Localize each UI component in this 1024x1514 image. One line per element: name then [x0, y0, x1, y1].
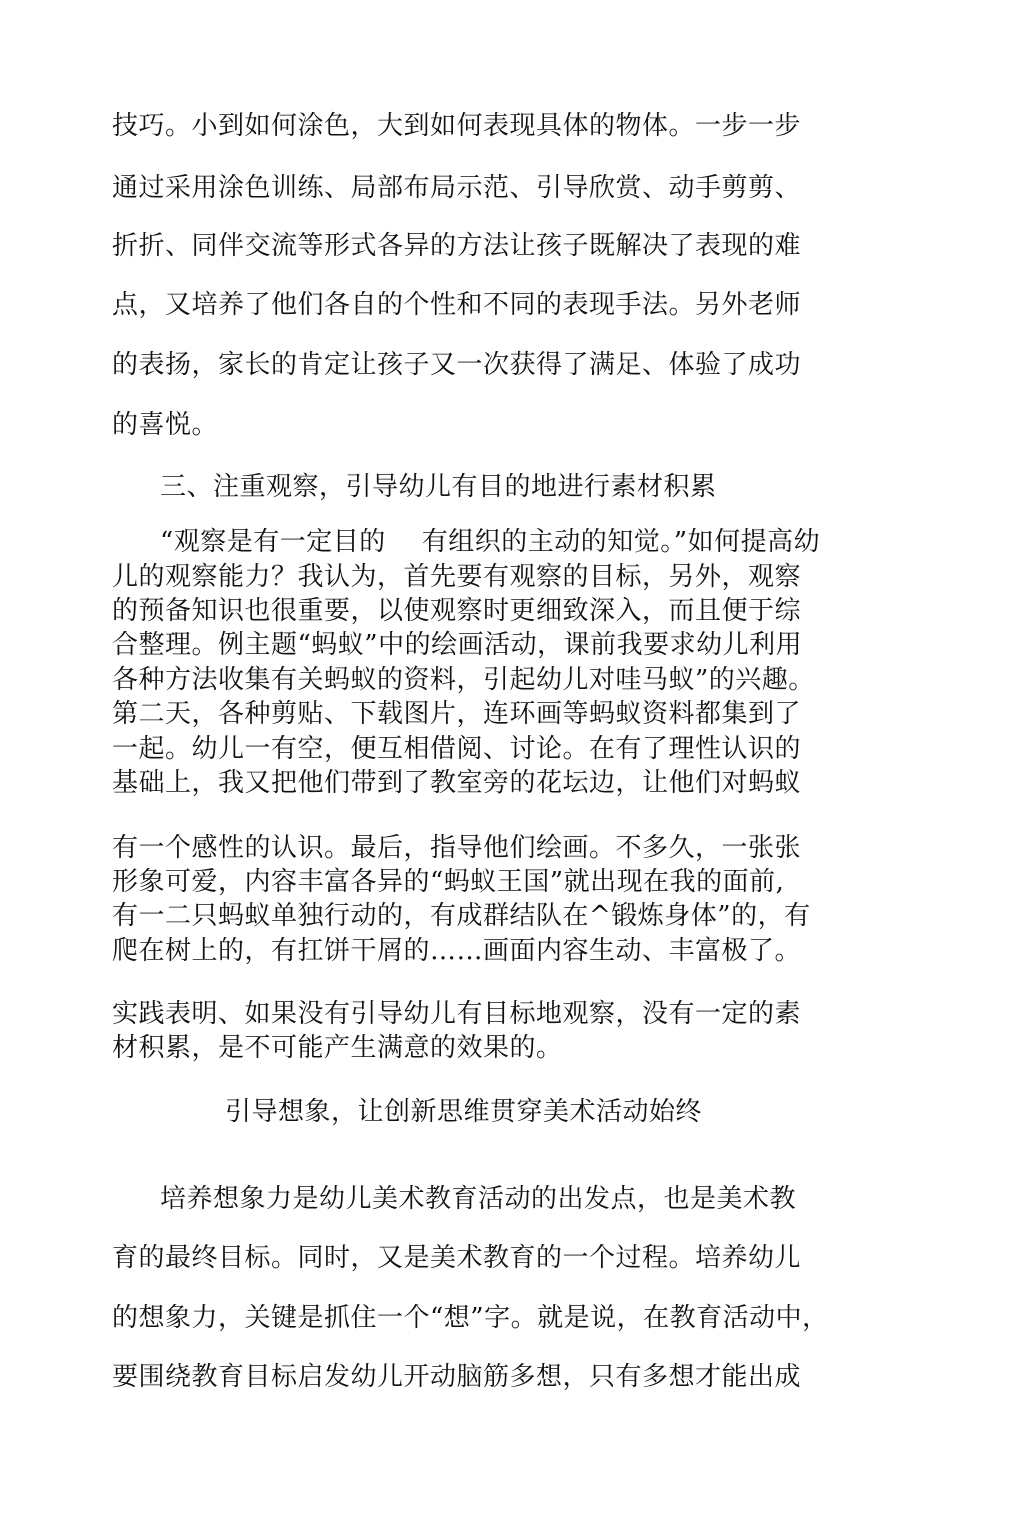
section-heading: 引导想象，让创新思维贯穿美术活动始终: [225, 1097, 703, 1127]
paragraph-line: 折折、同伴交流等形式各异的方法让孩子既解决了表现的难: [112, 231, 802, 261]
paragraph-line: 第二天，各种剪贴、下载图片，连环画等蚂蚁资料都集到了: [112, 699, 802, 729]
paragraph-line: 育的最终目标。同时，又是美术教育的一个过程。培养幼儿: [112, 1243, 802, 1273]
paragraph-line: 的表扬，家长的肯定让孩子又一次获得了满足、体验了成功: [112, 350, 802, 380]
paragraph-line: 有一二只蚂蚁单独行动的，有成群结队在^锻炼身体”的，有: [112, 901, 811, 931]
paragraph-line: 形象可爱，内容丰富各异的“蚂蚁王国”就出现在我的面前,: [112, 867, 785, 897]
paragraph-line: 材积累，是不可能产生满意的效果的。: [112, 1033, 563, 1063]
paragraph-line: 基础上，我又把他们带到了教室旁的花坛边，让他们对蚂蚁: [112, 768, 802, 798]
paragraph-line: 技巧。小到如何涂色，大到如何表现具体的物体。一步一步: [112, 111, 802, 141]
paragraph-line: 的喜悦。: [112, 410, 219, 440]
paragraph-line: 合整理。例主题“蚂蚁”中的绘画活动，课前我要求幼儿利用: [112, 630, 803, 660]
section-heading: 三、注重观察，引导幼儿有目的地进行素材积累: [160, 472, 717, 502]
paragraph-first-line: 培养想象力是幼儿美术教育活动的出发点，也是美术教: [160, 1184, 797, 1214]
quote-part-b: 有组织的主动的知觉。”如何提高幼: [421, 527, 821, 557]
paragraph-line: 的预备知识也很重要，以使观察时更细致深入，而且便于综: [112, 596, 802, 626]
quote-part-a: “观察是有一定目的: [160, 527, 386, 557]
paragraph-line: 要围绕教育目标启发幼儿开动脑筋多想，只有多想才能出成: [112, 1362, 802, 1392]
paragraph-line: 点，又培养了他们各自的个性和不同的表现手法。另外老师: [112, 290, 802, 320]
paragraph-line: 各种方法收集有关蚂蚁的资料，引起幼儿对哇马蚁”的兴趣。: [112, 665, 815, 695]
paragraph-line: 有一个感性的认识。最后，指导他们绘画。不多久，一张张: [112, 833, 802, 863]
paragraph-line: 通过采用涂色训练、局部布局示范、引导欣赏、动手剪剪、: [112, 173, 802, 203]
paragraph-line: 爬在树上的，有扛饼干屑的……画面内容生动、丰富极了。: [112, 936, 802, 966]
paragraph-line: 实践表明、如果没有引导幼儿有目标地观察，没有一定的素: [112, 999, 802, 1029]
paragraph-line: 的想象力，关键是抓住一个“想”字。就是说，在教育活动中，: [112, 1303, 829, 1333]
paragraph-line: 儿的观察能力？我认为，首先要有观察的目标，另外，观察: [112, 562, 802, 592]
paragraph-first-line: [160, 527, 820, 557]
paragraph-line: 一起。幼儿一有空，便互相借阅、讨论。在有了理性认识的: [112, 734, 802, 764]
